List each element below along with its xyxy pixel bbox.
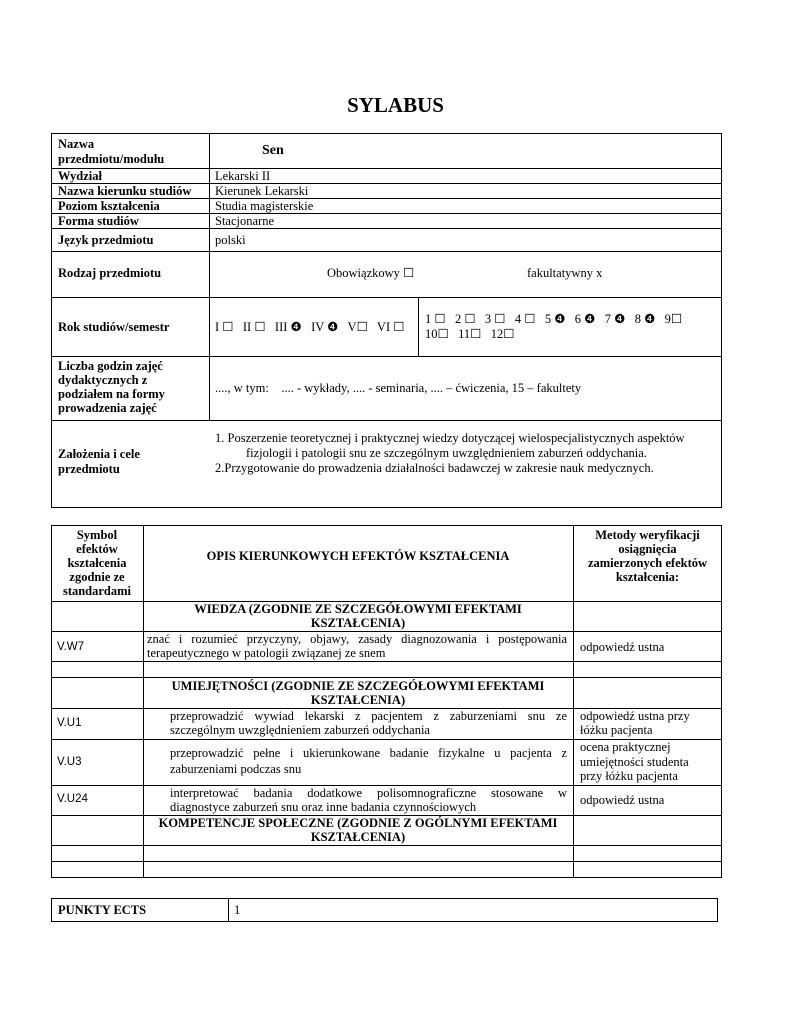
ects-label: PUNKTY ECTS bbox=[58, 903, 147, 917]
semester-options-line1[interactable]: 1 ☐ 2 ☐ 3 ☐ 4 ☐ 5 ❹ 6 ❹ 7 ❹ 8 ❹ 9☐ bbox=[425, 312, 683, 326]
language-label: Język przedmiotu bbox=[58, 233, 154, 247]
type-mandatory-checkbox[interactable]: Obowiązkowy ☐ bbox=[327, 266, 415, 280]
goal-1-line2: fizjologii i patologii snu ze szczególnym uwzględnieniem zaburzeń oddychania. bbox=[246, 446, 647, 460]
section-knowledge-line2: KSZTAŁCENIA) bbox=[310, 616, 406, 630]
effect-method-line2: umiejętności studenta bbox=[580, 755, 689, 769]
effect-description-line2: szczególnym uwzględnieniem zaburzeń oddychania bbox=[170, 723, 430, 737]
methods-header-line2: osiągnięcia bbox=[618, 542, 677, 556]
effect-method-line3: przy łóżku pacjenta bbox=[580, 769, 678, 783]
document-title: SYLABUS bbox=[347, 93, 444, 117]
effect-description-line1: przeprowadzić pełne i ukierunkowane badanie fizykalne u pacjenta z bbox=[170, 746, 567, 760]
effect-description-line1: interpretować badania dodatkowe polisomnograficzne stosowane w bbox=[170, 786, 567, 800]
effect-code: V.U24 bbox=[57, 793, 88, 805]
hours-label-line4: prowadzenia zajęć bbox=[58, 401, 157, 415]
year-options[interactable]: I ☐ II ☐ III ❹ IV ❹ V☐ VI ☐ bbox=[215, 320, 405, 334]
name-label-line2: przedmiotu/modułu bbox=[58, 152, 165, 166]
hours-label-line2: dydaktycznych z bbox=[58, 373, 148, 387]
section-social-line2: KSZTAŁCENIA) bbox=[310, 830, 406, 844]
symbol-header-line1: Symbol bbox=[76, 528, 118, 542]
form-label: Forma studiów bbox=[58, 214, 139, 228]
hours-label-line3: podziałem na formy bbox=[58, 387, 165, 401]
faculty-label: Wydział bbox=[58, 169, 102, 183]
type-optional-checkbox[interactable]: fakultatywny x bbox=[527, 266, 603, 280]
language-value: polski bbox=[215, 233, 246, 247]
symbol-header-line5: standardami bbox=[62, 584, 132, 598]
field-label: Nazwa kierunku studiów bbox=[58, 184, 192, 198]
effect-description-line2: diagnostyce zaburzeń snu oraz inne badania czynnościowych bbox=[170, 800, 477, 814]
methods-header-line1: Metody weryfikacji bbox=[595, 528, 700, 542]
effect-description-line2: terapeutycznego w patologii związanej ze snem bbox=[147, 646, 386, 660]
methods-header-line4: kształcenia: bbox=[615, 570, 680, 584]
methods-header-line3: zamierzonych efektów bbox=[587, 556, 708, 570]
section-knowledge-line1: WIEDZA (ZGODNIE ZE SZCZEGÓŁOWYMI EFEKTAMI bbox=[194, 602, 522, 616]
level-value: Studia magisterskie bbox=[215, 199, 314, 213]
effect-method: odpowiedź ustna bbox=[580, 640, 665, 654]
effect-description-line1: znać i rozumieć przyczyny, objawy, zasady diagnozowania i postępowania bbox=[147, 632, 567, 646]
goals-label-line2: przedmiotu bbox=[58, 462, 120, 476]
symbol-header-line2: efektów bbox=[76, 542, 118, 556]
effect-code: V.U3 bbox=[57, 756, 82, 768]
section-social-line1: KOMPETENCJE SPOŁECZNE (ZGODNIE Z OGÓLNYMI EFEKTAMI bbox=[158, 816, 558, 830]
name-label-line1: Nazwa bbox=[58, 137, 95, 151]
goal-2: 2.Przygotowanie do prowadzenia działalności badawczej w zakresie nauk medycznych. bbox=[215, 461, 654, 475]
semester-options-line2[interactable]: 10☐ 11☐ 12☐ bbox=[425, 327, 515, 341]
section-skills-line2: KSZTAŁCENIA) bbox=[310, 693, 406, 707]
goal-1-line1: 1. Poszerzenie teoretycznej i praktycznej wiedzy dotyczącej wielospecjalistycznych aspektów bbox=[215, 431, 685, 445]
symbol-header-line4: zgodnie ze bbox=[69, 570, 125, 584]
faculty-value: Lekarski II bbox=[215, 169, 271, 183]
effect-method-line1: ocena praktycznej bbox=[580, 740, 671, 754]
effect-description-line1: przeprowadzić wywiad lekarski z pacjentem z zaburzeniami snu ze bbox=[170, 709, 567, 723]
symbol-header-line3: kształcenia bbox=[67, 556, 127, 570]
type-label: Rodzaj przedmiotu bbox=[58, 266, 162, 280]
year-label: Rok studiów/semestr bbox=[58, 320, 170, 334]
effect-method-line1: odpowiedź ustna przy bbox=[580, 709, 690, 723]
section-skills-line1: UMIEJĘTNOŚCI (ZGODNIE ZE SZCZEGÓŁOWYMI EFEKTAMI bbox=[171, 679, 545, 693]
effect-code: V.W7 bbox=[57, 641, 85, 653]
field-value: Kierunek Lekarski bbox=[215, 184, 309, 198]
form-value: Stacjonarne bbox=[215, 214, 275, 228]
hours-label-line1: Liczba godzin zajęć bbox=[58, 359, 163, 373]
ects-value: 1 bbox=[234, 903, 241, 917]
effect-method: odpowiedź ustna bbox=[580, 793, 665, 807]
description-header: OPIS KIERUNKOWYCH EFEKTÓW KSZTAŁCENIA bbox=[206, 549, 510, 563]
hours-value: ...., w tym: .... - wykłady, .... - seminaria, .... – ćwiczenia, 15 – fakultety bbox=[215, 381, 582, 395]
effect-code: V.U1 bbox=[57, 717, 82, 729]
level-label: Poziom kształcenia bbox=[58, 199, 160, 213]
name-value: Sen bbox=[262, 143, 284, 158]
effect-method-line2: łóżku pacjenta bbox=[580, 723, 653, 737]
goals-label-line1: Założenia i cele bbox=[58, 447, 140, 461]
effect-description-line2: zaburzeniami podczas snu bbox=[170, 762, 302, 776]
